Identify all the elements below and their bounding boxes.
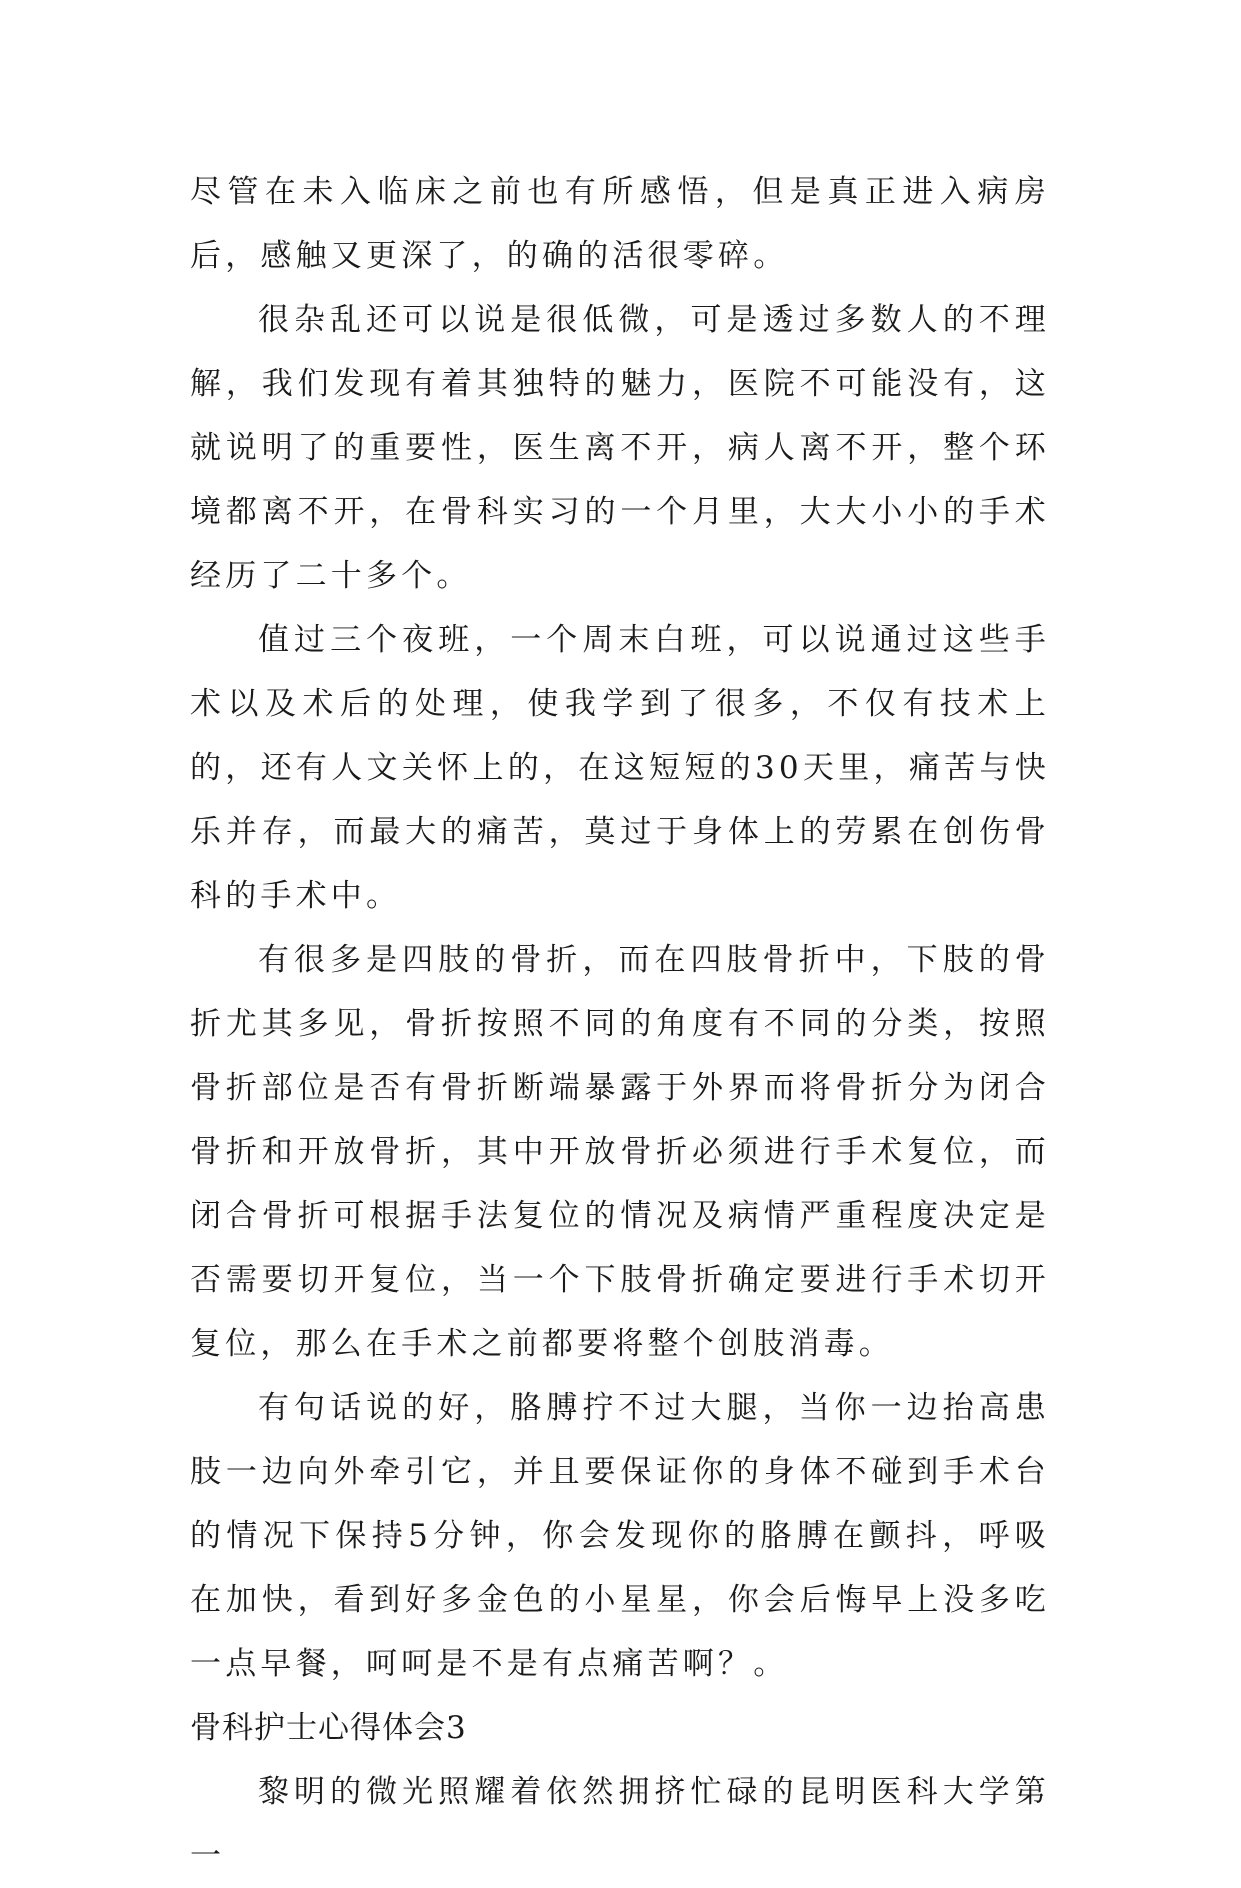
paragraph-3: 值过三个夜班，一个周末白班，可以说通过这些手术以及术后的处理，使我学到了很多，不仅有技术上的，还有人文关怀上的，在这短短的30天里，痛苦与快乐并存，而最大的痛苦，莫过于身体上的劳累在创伤骨科的手术中。 [190, 622, 1050, 914]
paragraph-2: 很杂乱还可以说是很低微，可是透过多数人的不理解，我们发现有着其独特的魅力，医院不可能没有，这就说明了的重要性，医生离不开，病人离不开，整个环境都离不开，在骨科实习的一个月里，大大小小的手术经历了二十多个。 [190, 302, 1050, 594]
section-heading: 骨科护士心得体会3 [190, 1710, 467, 1746]
document-body [190, 160, 1050, 1888]
paragraph-6: 黎明的微光照耀着依然拥挤忙碌的昆明医科大学第一 [190, 1774, 1050, 1874]
paragraph-5: 有句话说的好，胳膊拧不过大腿，当你一边抬高患肢一边向外牵引它，并且要保证你的身体不碰到手术台的情况下保持5分钟，你会发现你的胳膊在颤抖，呼吸在加快，看到好多金色的小星星，你会后悔早上没多吃一点早餐，呵呵是不是有点痛苦啊？。 [190, 1390, 1050, 1682]
paragraph-4: 有很多是四肢的骨折，而在四肢骨折中，下肢的骨折尤其多见，骨折按照不同的角度有不同的分类，按照骨折部位是否有骨折断端暴露于外界而将骨折分为闭合骨折和开放骨折，其中开放骨折必须进行手术复位，而闭合骨折可根据手法复位的情况及病情严重程度决定是否需要切开复位，当一个下肢骨折确定要进行手术切开复位，那么在手术之前都要将整个创肢消毒。 [190, 942, 1050, 1362]
paragraph-1: 尽管在未入临床之前也有所感悟，但是真正进入病房后，感触又更深了，的确的活很零碎。 [190, 174, 1050, 274]
